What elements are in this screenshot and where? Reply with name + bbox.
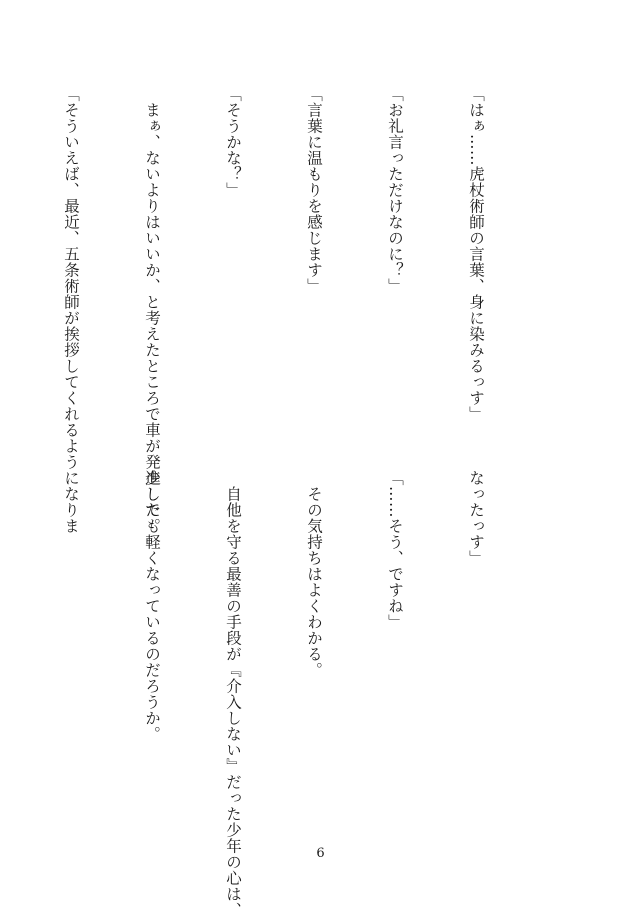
text-line: 少しでも軽くなっているのだろうか。 xyxy=(143,470,161,742)
text-line: なったっす」 xyxy=(467,470,485,566)
text-line: 「そうかな？」 xyxy=(224,86,242,198)
page-number: 6 xyxy=(316,846,325,861)
text-line: 自他を守る最善の手段が『介入しない』だった少年の心は、 xyxy=(224,470,242,918)
lower-text-block xyxy=(0,470,543,918)
text-line xyxy=(0,86,3,428)
blank-line xyxy=(57,470,84,812)
text-line: 「そういえば、最近、五条術師が挨拶してくれるようになりま xyxy=(62,86,80,534)
text-line: 「お礼言っただけなのに？」 xyxy=(386,86,404,294)
text-line: 「……そう、ですね」 xyxy=(386,470,404,630)
text-line: 「はぁ……虎杖術師の言葉、身に染みるっす」 xyxy=(467,86,485,422)
section-break-diamond xyxy=(0,470,3,812)
text-line: まぁ、ないよりはいいか、と考えたところで車が発進した。 xyxy=(143,86,161,534)
text-line: その気持ちはよくわかる。 xyxy=(305,470,323,678)
text-line: 「言葉に温もりを感じます」 xyxy=(305,86,323,294)
